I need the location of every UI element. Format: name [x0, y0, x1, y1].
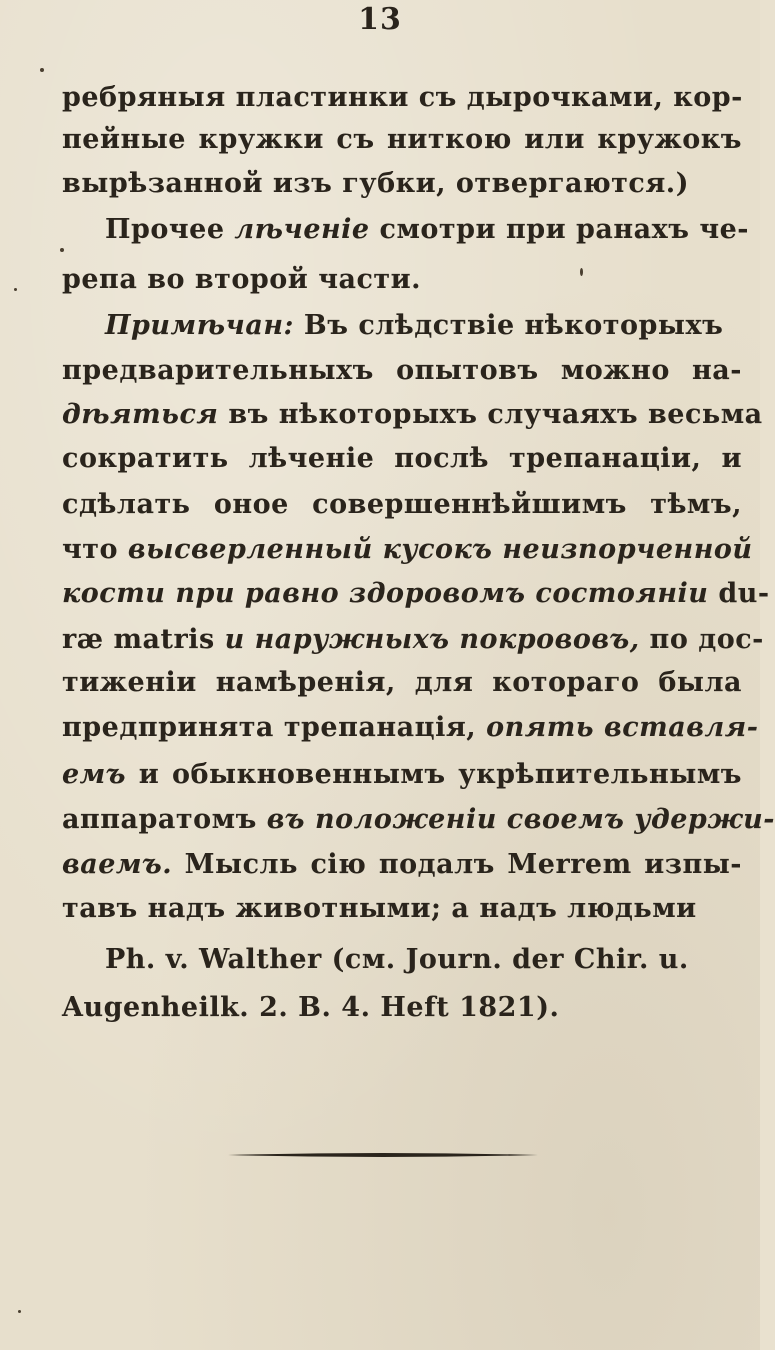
text-line: [105, 308, 742, 344]
text-run: Въ слѣдствіе нѣкоторыхъ: [293, 310, 724, 341]
text-run: ребряныя пластинки съ дырочками, кор-: [62, 82, 743, 113]
text-line: [62, 891, 742, 927]
italic-run: въ положеніи своемъ удержи-: [266, 804, 775, 835]
text-run: сдѣлать оное совершеннѣйшимъ тѣмъ,: [62, 489, 742, 520]
text-line: [62, 487, 742, 523]
text-run: и обыкновеннымъ укрѣпительнымъ: [125, 759, 742, 790]
text-run: предпринята трепанація,: [62, 712, 487, 743]
text-line: [105, 942, 742, 978]
text-line: [62, 262, 742, 298]
italic-run: дѣяться: [62, 399, 219, 430]
text-run: вырѣзанной изъ губки, отвергаются.): [62, 168, 689, 199]
italic-run: опять вставля-: [486, 712, 759, 743]
text-run: предварительныхъ опытовъ можно на-: [62, 355, 742, 386]
text-line: [62, 353, 742, 389]
text-run: репа во второй части.: [62, 264, 422, 295]
text-run: тиженіи намѣренія, для котораго была: [62, 667, 742, 698]
text-run: аппаратомъ: [62, 804, 267, 835]
text-line: [62, 757, 742, 793]
text-run: Прочее: [105, 214, 235, 245]
text-line: [62, 802, 775, 838]
text-line: [62, 622, 764, 658]
ink-speck: [14, 288, 17, 291]
text-run: въ нѣкоторыхъ случаяхъ весьма: [218, 399, 763, 430]
text-line: [62, 665, 742, 701]
text-run: Ph. v. Walther (см. Journ. der Chir. u.: [105, 944, 689, 975]
text-line: [62, 166, 742, 202]
closing-rule: [228, 1152, 538, 1158]
italic-run: емъ: [62, 759, 126, 790]
italic-run: лѣченіе: [234, 214, 370, 245]
text-run: смотри при ранахъ че-: [369, 214, 750, 245]
text-run: пейные кружки съ ниткою или кружокъ: [62, 124, 742, 155]
ink-speck: [18, 1310, 21, 1313]
text-run: по дос-: [639, 624, 764, 655]
text-line: [62, 80, 742, 116]
text-run: что: [62, 534, 128, 565]
text-line: [62, 990, 742, 1026]
text-line: [105, 212, 750, 248]
text-line: [62, 441, 742, 477]
page-number: 13: [358, 2, 402, 37]
text-line: [62, 397, 763, 433]
text-run: Augenheilk. 2. B. 4. Heft 1821).: [62, 992, 560, 1023]
text-run: тавъ надъ животными; а надъ людьми: [62, 893, 697, 924]
text-line: [62, 122, 742, 158]
text-line: [62, 576, 770, 612]
text-run: ræ matris: [62, 624, 225, 655]
ink-speck: [580, 268, 583, 276]
italic-run: Примѣчан:: [105, 310, 294, 341]
text-line: [62, 532, 753, 568]
italic-run: высверленный кусокъ неизпорченной: [127, 534, 753, 565]
italic-run: и наружныхъ покрововъ,: [224, 624, 640, 655]
text-run: Мысль сію подалъ Merrem изпы-: [172, 849, 742, 880]
ink-speck: [60, 248, 64, 252]
text-line: [62, 847, 742, 883]
ink-speck: [40, 68, 44, 72]
text-line: [62, 710, 759, 746]
italic-run: кости при равно здоровомъ состояніи: [62, 578, 709, 609]
text-run: сократить лѣченіе послѣ трепанаціи, и: [62, 443, 742, 474]
italic-run: ваемъ.: [62, 849, 173, 880]
text-run: du-: [708, 578, 770, 609]
